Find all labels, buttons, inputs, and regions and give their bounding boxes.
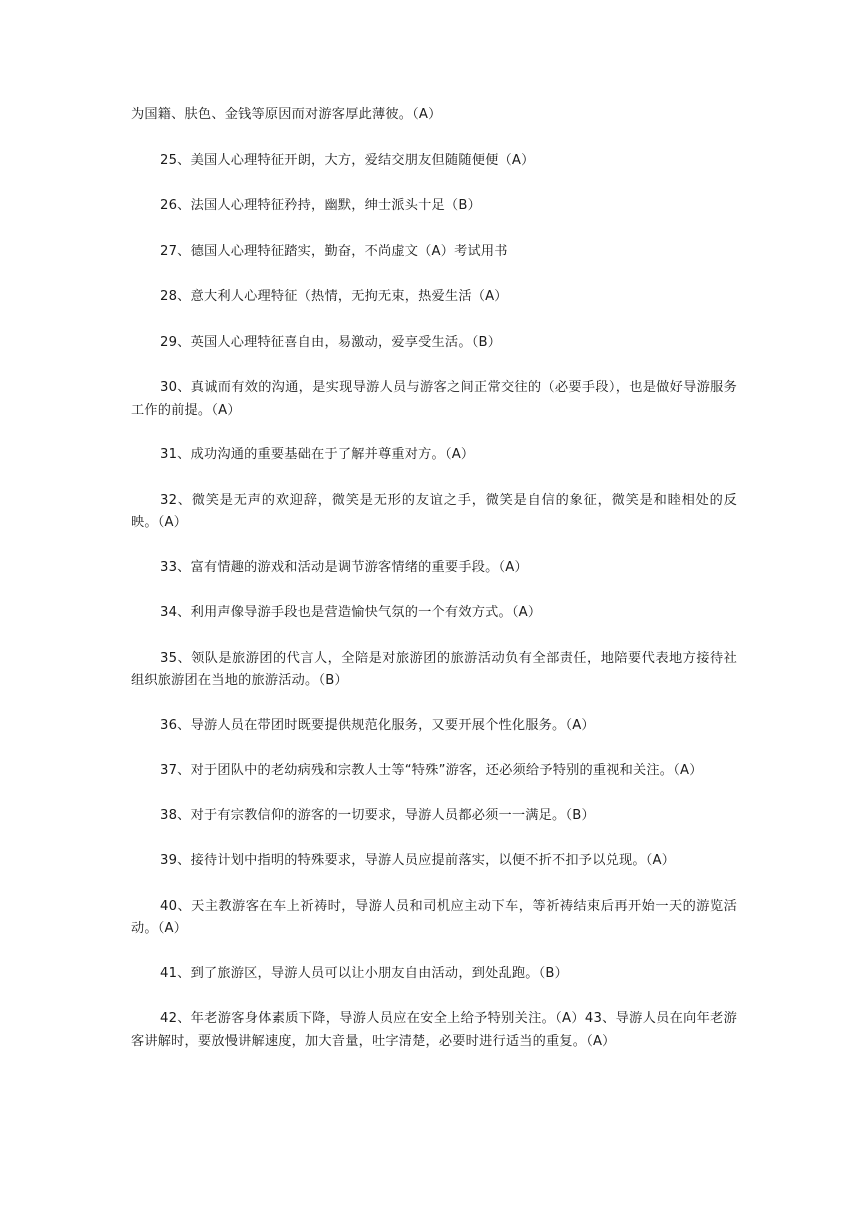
paragraph-item-34: 34、利用声像导游手段也是营造愉快气氛的一个有效方式。（A） [160,605,542,620]
paragraph-item-31: 31、成功沟通的重要基础在于了解并尊重对方。（A） [160,447,475,462]
paragraph-item-38: 38、对于有宗教信仰的游客的一切要求，导游人员都必须一一满足。（B） [160,807,595,823]
paragraph-item-28: 28、意大利人心理特征（热情，无拘无束，热爱生活（A） [160,289,508,304]
paragraph-item-41: 41、到了旅游区，导游人员可以让小朋友自由活动，到处乱跑。（B） [160,965,569,981]
paragraph-item-26: 26、法国人心理特征矜持，幽默，绅士派头十足（B） [160,198,481,213]
paragraph-item-42-43: 42、年老游客身体素质下降，导游人员应在安全上给予特别关注。（A）43、导游人员在向年老游客讲解时，要放慢讲解速度，加大音量，吐字清楚，必要时进行适当的重复。（A） [131,1011,737,1049]
paragraph-item-32: 32、微笑是无声的欢迎辞，微笑是无形的友谊之手，微笑是自信的象征，微笑是和睦相处的反映。（A） [131,492,737,530]
document-body [131,104,737,1076]
paragraph-item-35: 35、领队是旅游团的代言人，全陪是对旅游团的旅游活动负有全部责任，地陪要代表地方接待社组织旅游团在当地的旅游活动。（B） [131,650,737,688]
paragraph-item-37: 37、对于团队中的老幼病残和宗教人士等“特殊”游客，还必须给予特别的重视和关注。（A） [160,763,703,778]
paragraph-item-40: 40、天主教游客在车上祈祷时，导游人员和司机应主动下车，等祈祷结束后再开始一天的游览活动。（A） [131,898,737,936]
paragraph-continuation: 为国籍、肤色、金钱等原因而对游客厚此薄彼。（A） [131,107,442,122]
paragraph-item-36: 36、导游人员在带团时既要提供规范化服务，又要开展个性化服务。（A） [160,717,595,733]
paragraph-item-30: 30、真诚而有效的沟通，是实现导游人员与游客之间正常交往的（必要手段），也是做好导游服务工作的前提。（A） [131,380,737,418]
paragraph-item-33: 33、富有情趣的游戏和活动是调节游客情绪的重要手段。（A） [160,559,528,575]
paragraph-item-39: 39、接待计划中指明的特殊要求，导游人员应提前落实，以便不折不扣予以兑现。（A） [160,853,676,868]
paragraph-item-27: 27、德国人心理特征踏实，勤奋，不尚虚文（A）考试用书 [160,243,508,259]
paragraph-item-25: 25、美国人心理特征开朗，大方，爱结交朋友但随随便便（A） [160,152,535,168]
paragraph-item-29: 29、英国人心理特征喜自由，易激动，爱享受生活。（B） [160,334,502,350]
